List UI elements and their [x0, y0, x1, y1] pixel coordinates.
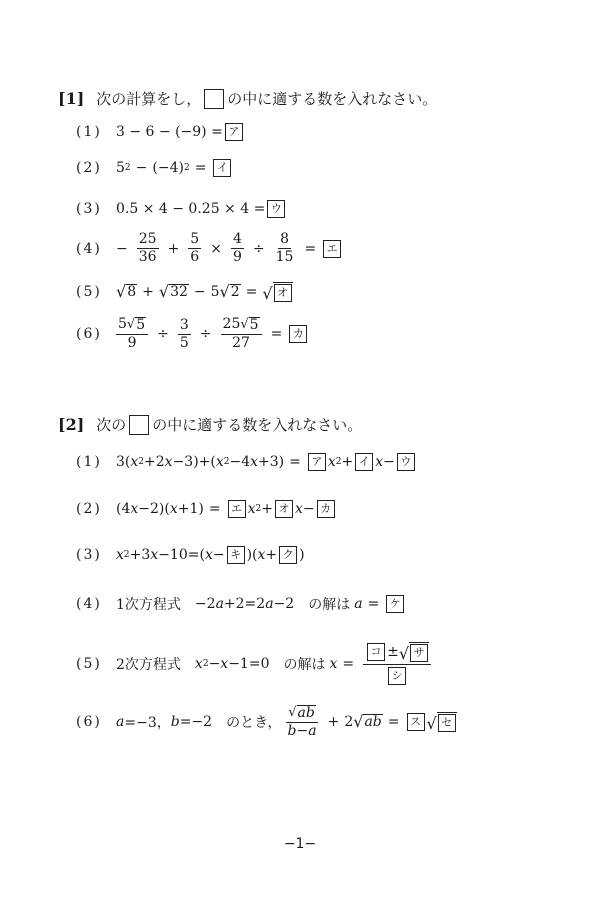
- expression: [116, 123, 245, 141]
- answer-box[interactable]: セ: [438, 714, 456, 732]
- problem-text: 1次方程式: [116, 597, 181, 613]
- expression: x 2 +3 x −10=( x − キ )( x + ク ): [116, 547, 305, 563]
- problem-text: の解は: [308, 597, 351, 613]
- expression-text: 3 − 6 − (−9) =: [116, 124, 223, 140]
- expression: 5 √ 5 9 ÷ $\frac{3}{5}$ ÷ 25 √ 5 27 = カ: [116, 317, 309, 351]
- problem-1-1: [76, 123, 245, 141]
- problem-2-6: [76, 705, 457, 739]
- expression: 1次方程式 −2 a +2=2 a −2 の解は a = ケ: [116, 594, 406, 614]
- fraction: √ ab b−a: [287, 705, 317, 739]
- problem-text: のとき，: [226, 715, 282, 731]
- answer-box[interactable]: ア: [225, 123, 243, 141]
- problem-number: (4): [76, 596, 102, 612]
- answer-box[interactable]: イ: [355, 453, 373, 471]
- problem-2-5: [76, 642, 435, 685]
- answer-box[interactable]: ケ: [386, 595, 404, 613]
- answer-box[interactable]: オ: [274, 284, 292, 302]
- section-1-number: [1]: [58, 89, 85, 108]
- fraction: 5 √ 5 9: [116, 317, 148, 351]
- section-1-heading: [58, 88, 437, 109]
- answer-box[interactable]: カ: [289, 325, 307, 343]
- problem-1-2: [76, 159, 233, 177]
- answer-box[interactable]: カ: [317, 500, 335, 518]
- problem-text: 2次方程式: [116, 656, 181, 673]
- answer-box[interactable]: コ: [367, 643, 385, 661]
- section-1-instruction-pre: 次の計算をし，: [96, 90, 202, 108]
- page-number: −1−: [283, 836, 317, 852]
- problem-2-1: [76, 453, 417, 471]
- problem-1-5: [76, 282, 293, 302]
- fraction: $\frac{5}{6}$: [190, 231, 200, 265]
- section-2-instruction-post: の中に適する数を入れなさい。: [152, 416, 363, 434]
- problem-number: (5): [76, 284, 102, 300]
- answer-box[interactable]: ア: [308, 453, 326, 471]
- section-1-instruction-post: の中に適する数を入れなさい。: [227, 90, 438, 108]
- expression: (4 x −2)( x +1) = エ x 2 + オ x − カ: [116, 500, 337, 518]
- fraction: $\frac{4}{9}$: [232, 231, 242, 265]
- problem-number: (4): [76, 240, 102, 257]
- problem-number: (3): [76, 547, 102, 563]
- answer-box[interactable]: ウ: [267, 200, 285, 218]
- answer-box[interactable]: オ: [275, 500, 293, 518]
- problem-1-6: [76, 317, 309, 351]
- answer-box[interactable]: キ: [227, 546, 245, 564]
- fraction: コ ± √ サ シ: [363, 642, 431, 685]
- answer-box[interactable]: ク: [279, 546, 297, 564]
- answer-box[interactable]: エ: [323, 240, 341, 258]
- expression: 2次方程式 x 2 − x −1=0 の解は x = コ ± √ サ シ: [116, 642, 435, 685]
- answer-box[interactable]: ス: [407, 713, 425, 731]
- expression: √ 8 + √ 32 − 5 √ 2 = √ オ: [116, 282, 293, 302]
- blank-box-icon: [204, 89, 224, 109]
- problem-number: (6): [76, 714, 102, 730]
- fraction: 25 √ 5 27: [221, 317, 262, 351]
- fraction: $\frac{3}{5}$: [179, 316, 189, 351]
- answer-box[interactable]: シ: [388, 667, 406, 685]
- problem-1-4: [76, 232, 343, 265]
- answer-box[interactable]: エ: [228, 500, 246, 518]
- expression: 5 2 − (−4) 2 = イ: [116, 159, 233, 177]
- problem-1-3: [76, 200, 287, 218]
- expression: [116, 200, 287, 218]
- answer-box[interactable]: イ: [213, 159, 231, 177]
- fraction: $\frac{25}{36}$: [138, 231, 157, 265]
- problem-text: の解は: [283, 656, 326, 673]
- section-2-instruction-pre: 次の: [96, 416, 127, 434]
- problem-number: (5): [76, 655, 102, 672]
- answer-box[interactable]: サ: [410, 644, 428, 662]
- expression: 3( x 2 +2 x −3)+( x 2 −4 x +3) = ア x 2 + イ x − ウ: [116, 453, 417, 471]
- expression-text: 0.5 × 4 − 0.25 × 4 =: [116, 201, 266, 217]
- expression: − $\frac{25}{36}$ + $\frac{5}{6}$ × $\frac{4}{9}$ ÷ $\frac{8}{15}$ = エ: [116, 232, 343, 265]
- section-2-heading: [58, 414, 362, 435]
- problem-number: (2): [76, 501, 102, 517]
- problem-2-4: [76, 594, 406, 614]
- problem-2-2: [76, 500, 337, 518]
- expression: a =−3， b =−2 のとき， √ ab b−a + 2 √ ab = ス √ セ: [116, 705, 457, 739]
- section-2-number: [2]: [58, 415, 85, 434]
- fraction: $\frac{8}{15}$: [275, 231, 294, 265]
- problem-number: (1): [76, 124, 102, 140]
- problem-number: (2): [76, 160, 102, 176]
- answer-box[interactable]: ウ: [397, 453, 415, 471]
- problem-number: (1): [76, 454, 102, 470]
- problem-number: (6): [76, 326, 102, 342]
- blank-box-icon: [129, 415, 149, 435]
- problem-number: (3): [76, 201, 102, 217]
- problem-2-3: [76, 546, 305, 564]
